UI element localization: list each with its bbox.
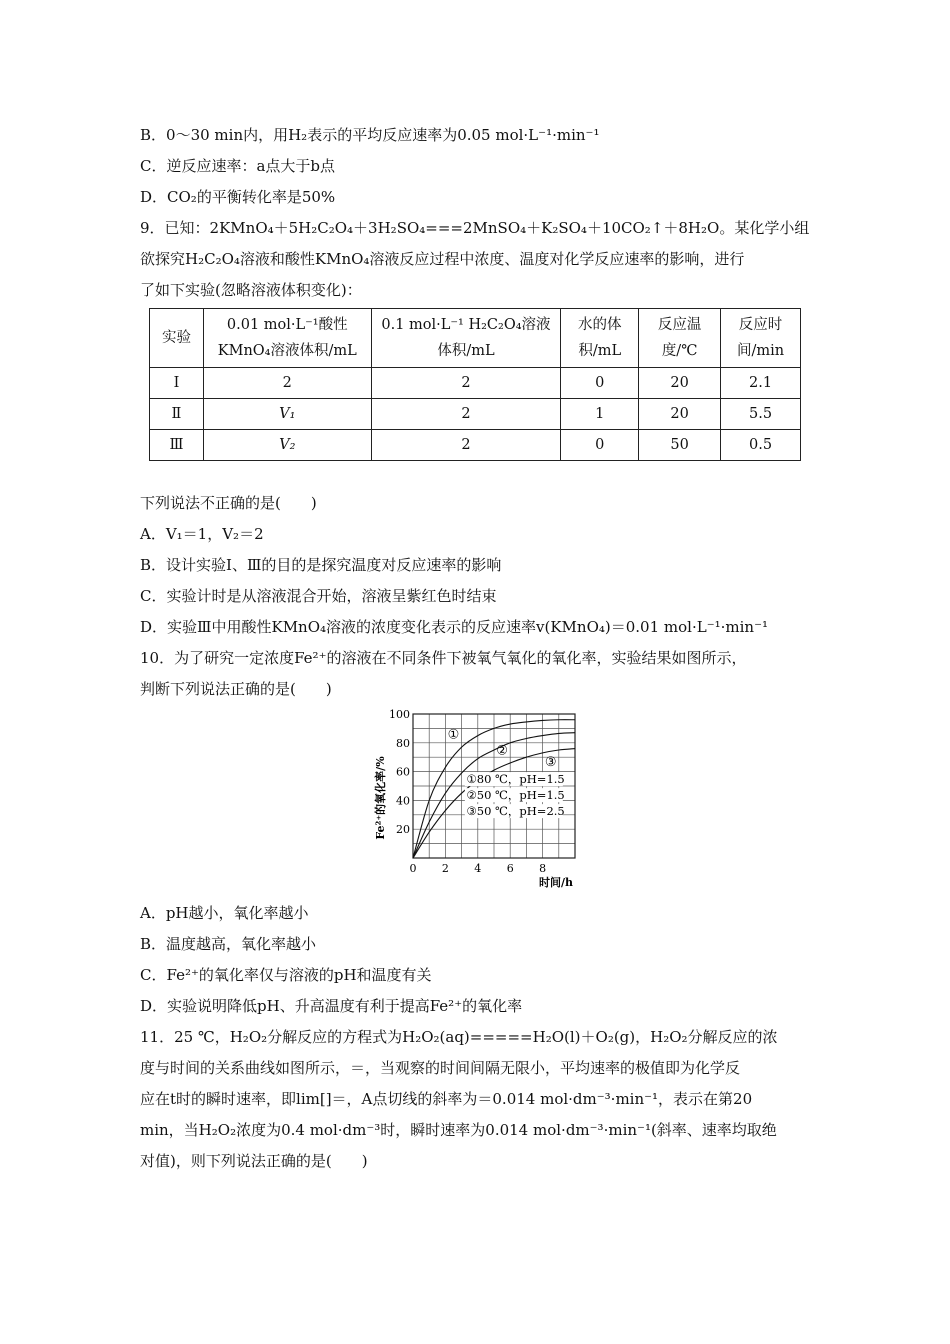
oxidation-rate-chart: [370, 702, 585, 892]
series-marker-2: ②: [496, 743, 508, 759]
table-cell: 50: [639, 430, 721, 461]
experiment-table: [149, 308, 801, 461]
table-cell: Ⅱ: [150, 399, 204, 430]
q9-option-c: C．实验计时是从溶液混合开始，溶液呈紫红色时结束: [140, 587, 497, 605]
table-cell: 0.5: [721, 430, 801, 461]
q10-stem-line-1: 10．为了研究一定浓度Fe²⁺的溶液在不同条件下被氧气氧化的氧化率，实验结果如图所示，: [140, 649, 747, 667]
q10-option-a: A．pH越小，氧化率越小: [140, 904, 309, 922]
q11-line-4: min，当H₂O₂浓度为0.4 mol·dm⁻³时，瞬时速率为0.014 mol·dm⁻³·min⁻¹(斜率、速率均取绝: [140, 1121, 777, 1139]
table-header-row: [150, 309, 801, 368]
q8-option-c: C．逆反应速率：a点大于b点: [140, 157, 336, 175]
table-cell: 1: [561, 399, 639, 430]
q9-question: 下列说法不正确的是( ): [140, 494, 317, 512]
table-row: [150, 368, 801, 399]
x-tick-label: 4: [474, 862, 482, 875]
table-cell: 2: [371, 368, 561, 399]
table-header-cell: 0.01 mol·L⁻¹酸性 KMnO₄溶液体积/mL: [203, 309, 371, 368]
x-tick-label: 0: [409, 862, 417, 875]
table-cell: 5.5: [721, 399, 801, 430]
y-tick-label: 80: [396, 736, 410, 750]
y-tick-label: 100: [389, 708, 410, 721]
legend-entry-2: ②50 ℃，pH=1.5: [466, 788, 565, 803]
q10-option-b: B．温度越高，氧化率越小: [140, 935, 317, 953]
q8-option-b: B．0～30 min内，用H₂表示的平均反应速率为0.05 mol·L⁻¹·min⁻¹: [140, 126, 600, 144]
table-cell: 0: [561, 430, 639, 461]
q9-stem-line-3: 了如下实验(忽略溶液体积变化)：: [140, 281, 362, 299]
table-cell: 20: [639, 368, 721, 399]
q11-line-5: 对值)，则下列说法正确的是( ): [140, 1152, 368, 1170]
q9-stem-line-1: 9．已知：2KMnO₄＋5H₂C₂O₄＋3H₂SO₄===2MnSO₄＋K₂SO₄＋10CO₂↑＋8H₂O。某化学小组: [140, 219, 810, 237]
table-cell: V₁: [203, 399, 371, 430]
table-cell: 20: [639, 399, 721, 430]
table-row: [150, 399, 801, 430]
table-cell: Ⅲ: [150, 430, 204, 461]
x-axis-label: 时间/h: [538, 876, 574, 889]
table-header-cell: 0.1 mol·L⁻¹ H₂C₂O₄溶液 体积/mL: [371, 309, 561, 368]
table-cell: 0: [561, 368, 639, 399]
table-cell: 2: [203, 368, 371, 399]
legend-entry-3: ③50 ℃，pH=2.5: [466, 804, 565, 819]
q11-line-2: 度与时间的关系曲线如图所示，＝，当观察的时间间隔无限小，平均速率的极值即为化学反: [140, 1059, 741, 1077]
q11-line-3: 应在t时的瞬时速率，即lim[]＝，A点切线的斜率为＝0.014 mol·dm⁻³·min⁻¹，表示在第20: [140, 1090, 753, 1108]
q10-option-c: C．Fe²⁺的氧化率仅与溶液的pH和温度有关: [140, 966, 432, 984]
table-header-cell: 水的体 积/mL: [561, 309, 639, 368]
q10-option-d: D．实验说明降低pH、升高温度有利于提高Fe²⁺的氧化率: [140, 997, 523, 1015]
table-header-cell: 实验: [150, 309, 204, 368]
x-tick-label: 2: [441, 862, 449, 875]
q9-stem-line-2: 欲探究H₂C₂O₄溶液和酸性KMnO₄溶液反应过程中浓度、温度对化学反应速率的影响，进行: [140, 250, 745, 268]
table-row: [150, 430, 801, 461]
table-header-cell: 反应温 度/℃: [639, 309, 721, 368]
series-marker-3: ③: [544, 754, 557, 770]
q8-option-d: D．CO₂的平衡转化率是50%: [140, 188, 336, 206]
q11-line-1: 11．25 ℃，H₂O₂分解反应的方程式为H₂O₂(aq)=====H₂O(l)＋O₂(g)，H₂O₂分解反应的浓: [140, 1028, 778, 1046]
q9-option-b: B．设计实验Ⅰ、Ⅲ的目的是探究温度对反应速率的影响: [140, 556, 502, 574]
q10-stem-line-2: 判断下列说法正确的是( ): [140, 680, 332, 698]
y-axis-label: Fe²⁺的氧化率/%: [374, 756, 387, 840]
y-tick-label: 40: [396, 794, 410, 808]
table-cell: V₂: [203, 430, 371, 461]
table-cell: 2: [371, 399, 561, 430]
table-cell: 2: [371, 430, 561, 461]
table-cell: Ⅰ: [150, 368, 204, 399]
x-tick-label: 8: [539, 862, 547, 875]
series-marker-1: ①: [447, 727, 460, 743]
table-header-cell: 反应时 间/min: [721, 309, 801, 368]
q9-option-a: A．V₁＝1，V₂＝2: [140, 525, 264, 543]
q9-option-d: D．实验Ⅲ中用酸性KMnO₄溶液的浓度变化表示的反应速率v(KMnO₄)＝0.01 mol·L⁻¹·min⁻¹: [140, 618, 769, 636]
table-cell: 2.1: [721, 368, 801, 399]
y-tick-label: 60: [396, 765, 410, 779]
y-tick-label: 20: [396, 823, 410, 837]
x-tick-label: 6: [506, 862, 514, 875]
legend-entry-1: ①80 ℃，pH=1.5: [466, 772, 565, 787]
